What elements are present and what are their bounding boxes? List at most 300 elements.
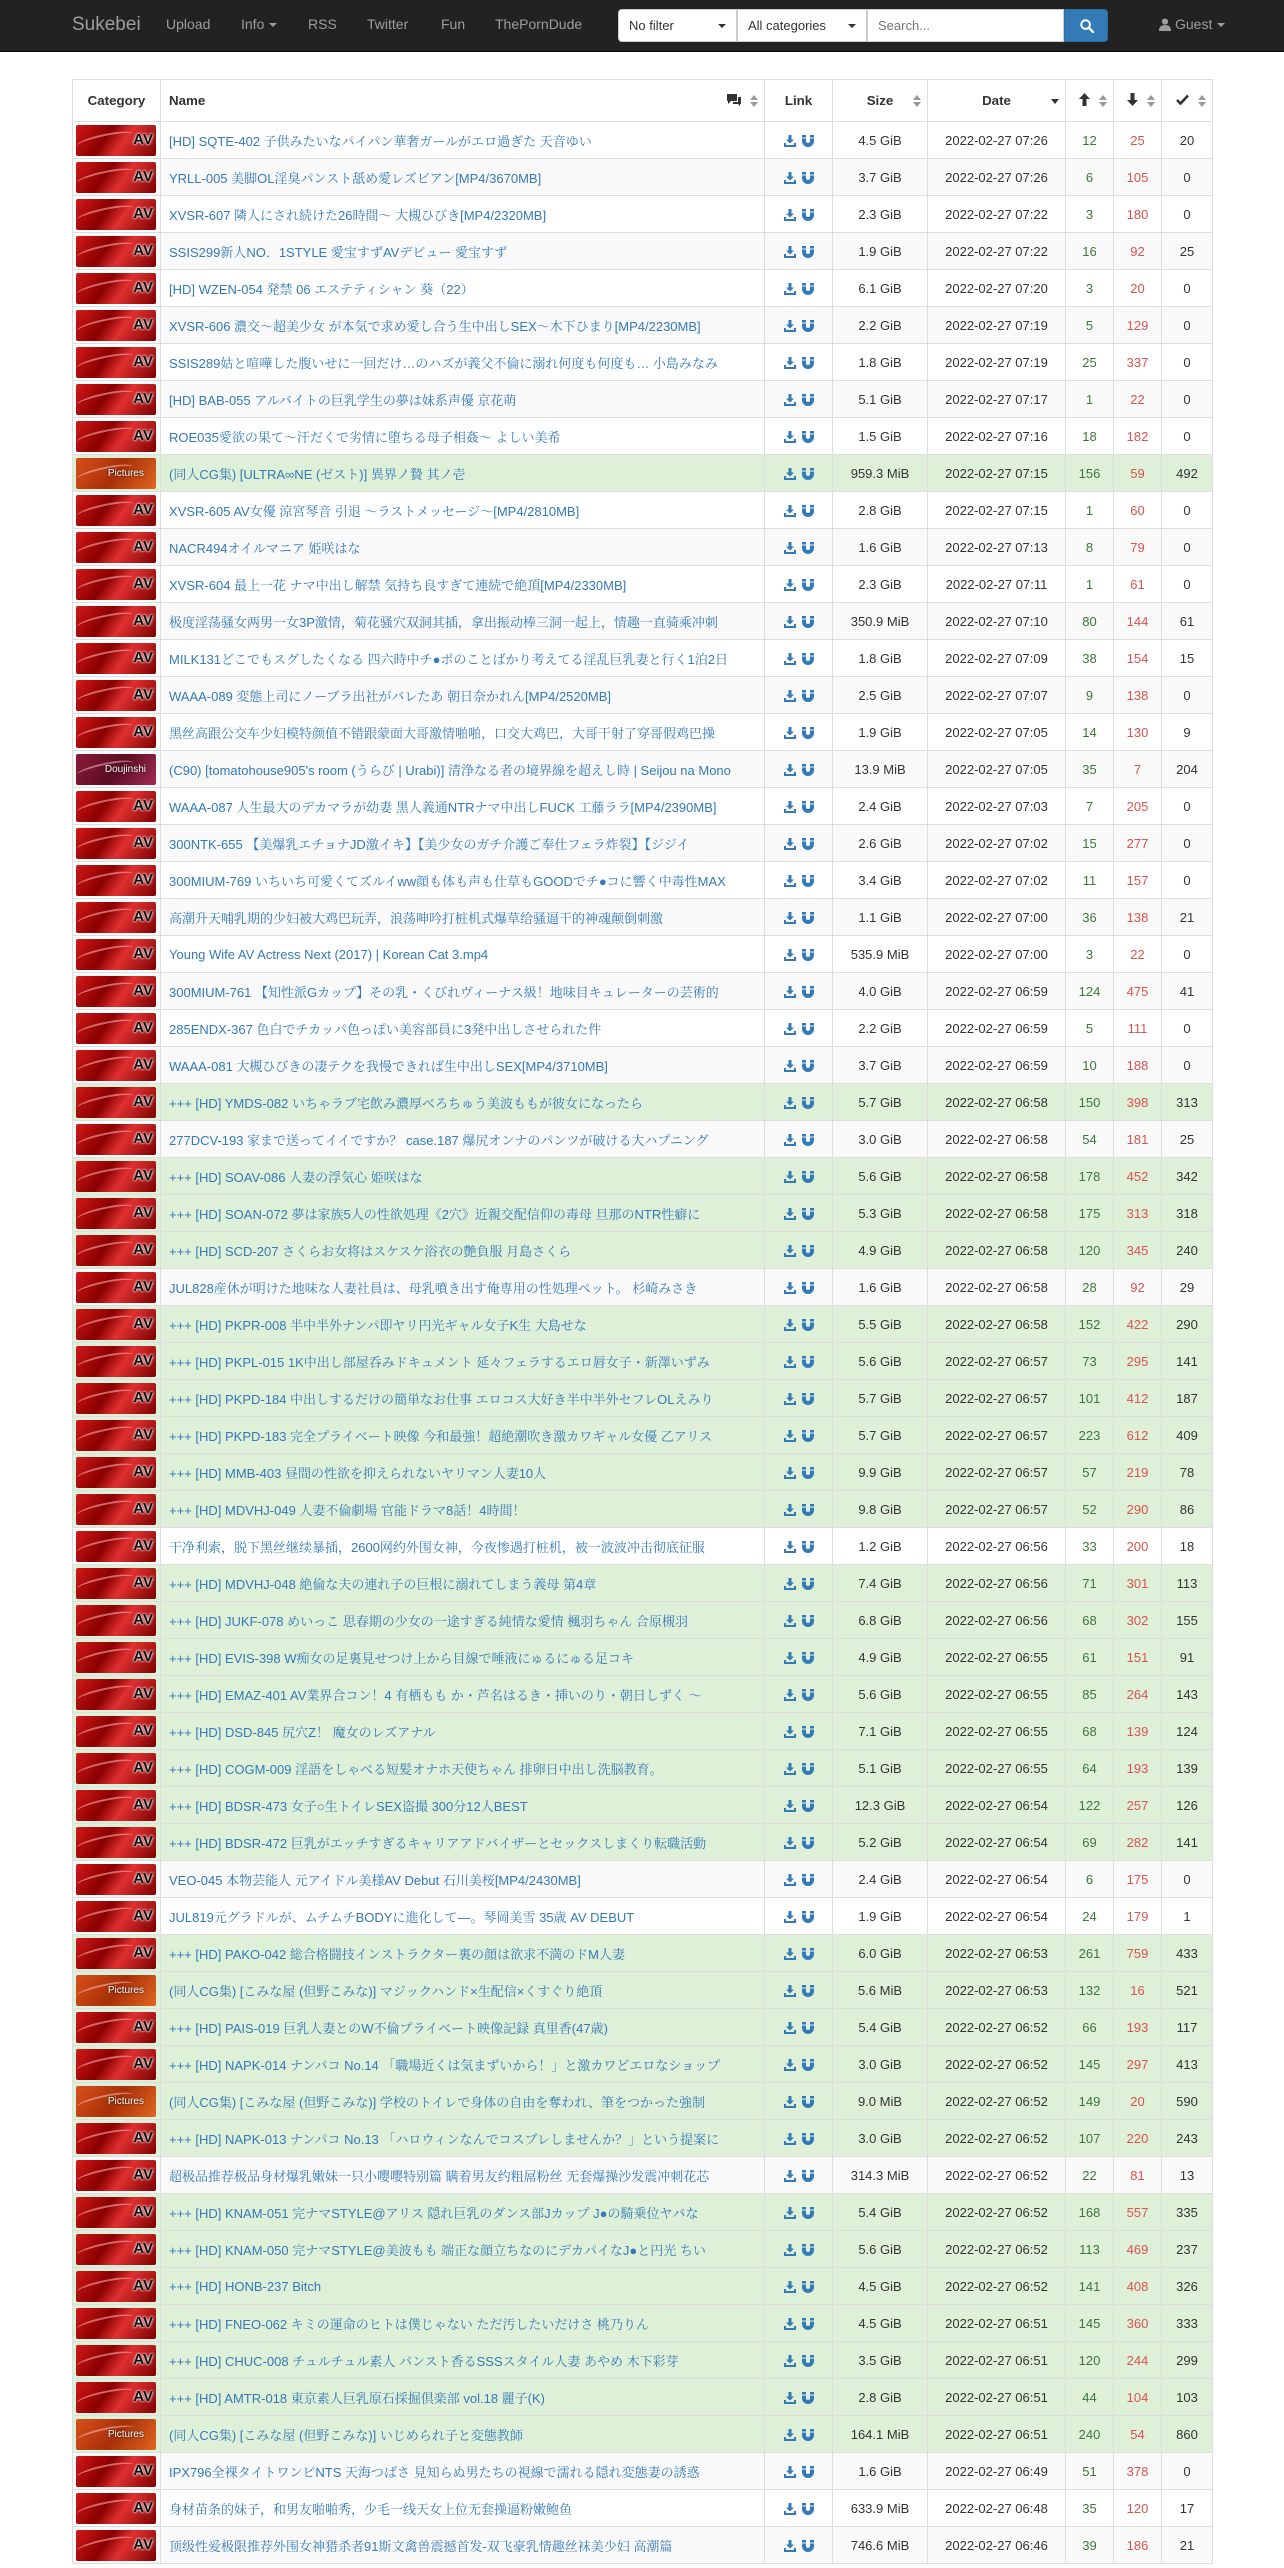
badge-swirl [76, 276, 135, 300]
magnet-icon[interactable] [802, 1689, 814, 1701]
download-icon[interactable] [784, 1911, 796, 1923]
download-icon[interactable] [784, 1763, 796, 1775]
download-icon[interactable] [784, 246, 796, 258]
category-badge[interactable] [76, 939, 156, 970]
torrent-name-link[interactable]: +++ [HD] MMB-403 昼間の性欲を抑えられないヤリマン人妻10人 [161, 1454, 765, 1491]
torrent-name-link[interactable]: (同人CG集) [ULTRA∞NE (ゼスト)] 異界ノ贄 其ノ壱 [161, 455, 765, 492]
torrent-name-link[interactable]: +++ [HD] DSD-845 尻穴Z！ 魔女のレズアナル [161, 1713, 765, 1750]
download-icon[interactable] [784, 2133, 796, 2145]
download-icon[interactable] [784, 912, 796, 924]
sort-icon[interactable] [1147, 95, 1155, 107]
date-cell: 2022-02-27 06:57 [928, 1417, 1066, 1454]
torrent-name-link[interactable]: +++ [HD] FNEO-062 キミの運命のヒトは僕じゃない ただ汚したいだけさ 桃乃りん [161, 2305, 765, 2342]
download-icon[interactable] [784, 1097, 796, 1109]
category-badge[interactable] [76, 865, 156, 896]
torrent-name-link[interactable]: +++ [HD] NAPK-013 ナンパコ No.13 「ハロウィンなんでコスプレしませんか？」という提案に [161, 2120, 765, 2157]
download-icon[interactable] [784, 1948, 796, 1960]
category-badge[interactable] [76, 902, 156, 933]
category-badge[interactable] [76, 2049, 156, 2080]
download-icon[interactable] [784, 2059, 796, 2071]
download-icon[interactable] [784, 1208, 796, 1220]
category-badge[interactable] [76, 1864, 156, 1895]
download-icon[interactable] [784, 1726, 796, 1738]
torrent-name-link[interactable]: +++ [HD] BDSR-472 巨乳がエッチすぎるキャリアアドバイザーとセックスしまくり転職活動 [161, 1824, 765, 1861]
magnet-icon[interactable] [802, 1652, 814, 1664]
nav-twitter[interactable]: Twitter [367, 16, 409, 32]
category-badge[interactable] [76, 2493, 156, 2524]
torrent-name-link[interactable]: IPX796全裸タイトワンピNTS 天海つばさ 見知らぬ男たちの視線で濡れる隠れ変態妻の誘惑 [161, 2453, 765, 2490]
category-badge[interactable] [76, 199, 156, 230]
magnet-icon[interactable] [802, 2392, 814, 2404]
category-badge[interactable] [76, 2530, 156, 2561]
category-badge[interactable] [76, 2456, 156, 2487]
category-badge[interactable] [76, 1457, 156, 1488]
download-icon[interactable] [784, 1874, 796, 1886]
torrent-name-link[interactable]: 300MIUM-769 いちいち可愛くてズルイww顔も体も声も仕草もGOODでチ●コに響く中毒性MAX [161, 862, 765, 899]
magnet-icon[interactable] [802, 1467, 814, 1479]
download-icon[interactable] [784, 1060, 796, 1072]
torrent-name-link[interactable]: 300NTK-655 【美爆乳エチョナJD激イキ】【美少女のガチ介護ご奉仕フェラ炸裂】【ジジイ [161, 825, 765, 862]
category-badge[interactable] [76, 1938, 156, 1969]
download-icon[interactable] [784, 1171, 796, 1183]
search-input[interactable] [867, 9, 1064, 42]
torrent-name-link[interactable]: +++ [HD] PAIS-019 巨乳人妻とのW不倫プライベート映像記録 真里香(47歳) [161, 2009, 765, 2046]
magnet-icon[interactable] [802, 1356, 814, 1368]
magnet-icon[interactable] [802, 2466, 814, 2478]
torrent-name-link[interactable]: (同人CG集) [こみな屋 (但野こみな)] いじめられ子と変態教師 [161, 2416, 765, 2453]
magnet-icon[interactable] [802, 1837, 814, 1849]
download-icon[interactable] [784, 1245, 796, 1257]
category-badge[interactable] [76, 458, 156, 489]
magnet-icon[interactable] [802, 2059, 814, 2071]
completed-cell: 0 [1162, 344, 1213, 381]
magnet-icon[interactable] [802, 949, 814, 961]
download-icon[interactable] [784, 690, 796, 702]
magnet-icon[interactable] [802, 1541, 814, 1553]
download-icon[interactable] [784, 172, 796, 184]
header-name[interactable] [161, 80, 765, 122]
category-badge[interactable] [76, 2419, 156, 2450]
torrent-name-link[interactable]: +++ [HD] YMDS-082 いちゃラブ宅飲み濃厚べろちゅう美波ももが彼女になったら [161, 1084, 765, 1121]
category-badge[interactable] [76, 1605, 156, 1636]
category-badge[interactable] [76, 125, 156, 156]
download-icon[interactable] [784, 542, 796, 554]
category-badge[interactable] [76, 347, 156, 378]
download-icon[interactable] [784, 1689, 796, 1701]
category-badge[interactable] [76, 2271, 156, 2302]
torrent-name-link[interactable]: 285ENDX-367 色白でチカッパ色っぽい美容部員に3発中出しさせられた件 [161, 1010, 765, 1047]
download-icon[interactable] [784, 2281, 796, 2293]
magnet-icon[interactable] [802, 209, 814, 221]
magnet-icon[interactable] [802, 1985, 814, 1997]
category-badge[interactable] [76, 273, 156, 304]
magnet-icon[interactable] [802, 1874, 814, 1886]
date-cell: 2022-02-27 07:02 [928, 862, 1066, 899]
magnet-icon[interactable] [802, 1504, 814, 1516]
torrent-name-link[interactable]: (C90) [tomatohouse905's room (うらび | Urabi)] 清浄なる者の境界線を超えし時 | Seijou na Mono [161, 751, 765, 788]
torrent-name-link[interactable]: +++ [HD] BDSR-473 女子○生トイレSEX盗撮 300分12人BEST [161, 1787, 765, 1824]
category-badge[interactable] [76, 2345, 156, 2376]
magnet-icon[interactable] [802, 579, 814, 591]
torrent-name-link[interactable]: +++ [HD] EMAZ-401 AV業界合コン！4 有栖もも か・芦名はるき・挿いのり・朝日しずく ～ [161, 1676, 765, 1713]
magnet-icon[interactable] [802, 283, 814, 295]
magnet-icon[interactable] [802, 2022, 814, 2034]
torrent-name-link[interactable]: Young Wife AV Actress Next (2017) | Korean Cat 3.mp4 [161, 936, 765, 973]
category-badge[interactable] [76, 2012, 156, 2043]
magnet-icon[interactable] [802, 986, 814, 998]
magnet-icon[interactable] [802, 1282, 814, 1294]
torrent-name-link[interactable]: SSIS289姑と喧嘩した腹いせに一回だけ…のハズが義父不倫に溺れ何度も何度も… 小島みなみ [161, 344, 765, 381]
download-icon[interactable] [784, 2244, 796, 2256]
category-badge[interactable] [76, 236, 156, 267]
torrent-name-link[interactable]: +++ [HD] SOAV-086 人妻の浮気心 姫咲はな [161, 1158, 765, 1195]
download-icon[interactable] [784, 616, 796, 628]
download-icon[interactable] [784, 2096, 796, 2108]
torrent-name-link[interactable]: XVSR-605 AV女優 涼宮琴音 引退 ～ラストメッセージ～[MP4/2810MB] [161, 492, 765, 529]
magnet-icon[interactable] [802, 1726, 814, 1738]
torrent-name-link[interactable]: SSIS299新人NO．1STYLE 愛宝すずAVデビュー 愛宝すず [161, 233, 765, 270]
torrent-name-link[interactable]: XVSR-604 最上一花 ナマ中出し解禁 気持ち良すぎて連続で絶頂[MP4/2330MB] [161, 566, 765, 603]
nav-upload[interactable]: Upload [166, 16, 211, 32]
category-badge[interactable] [76, 1272, 156, 1303]
header-leechers[interactable] [1114, 80, 1162, 122]
torrent-name-link[interactable]: ROE035愛欲の果て～汗だくで劣情に堕ちる母子相姦～ よしい美希 [161, 418, 765, 455]
category-badge[interactable] [76, 828, 156, 859]
category-badge[interactable] [76, 1124, 156, 1155]
magnet-icon[interactable] [802, 2503, 814, 2515]
magnet-icon[interactable] [802, 1615, 814, 1627]
download-icon[interactable] [784, 431, 796, 443]
torrent-name-link[interactable]: +++ [HD] COGM-009 淫語をしゃべる短髪オナホ天使ちゃん 排卵日中出し洗脳教育。 [161, 1750, 765, 1787]
download-icon[interactable] [784, 2429, 796, 2441]
torrent-name-link[interactable]: +++ [HD] PKPD-184 中出しするだけの簡単なお仕事 エロコス大好き半中半外セフレOLえみり [161, 1380, 765, 1417]
category-badge[interactable] [76, 1420, 156, 1451]
download-icon[interactable] [784, 1134, 796, 1146]
magnet-icon[interactable] [802, 653, 814, 665]
magnet-icon[interactable] [802, 172, 814, 184]
category-badge[interactable] [76, 606, 156, 637]
torrent-name-link[interactable]: 超极品推荐极品身材爆乳嫩妹一只小嘤嘤特别篇 瞒着男友约粗屌粉丝 无套爆操沙发震冲刺花芯 [161, 2157, 765, 2194]
category-select[interactable] [737, 9, 867, 42]
download-icon[interactable] [784, 468, 796, 480]
category-badge[interactable] [76, 1050, 156, 1081]
torrent-name-link[interactable]: JUL828産休が明けた地味な人妻社員は、母乳噴き出す俺専用の性処理ペット。 杉崎みさき [161, 1269, 765, 1306]
torrent-name-link[interactable]: XVSR-607 隣人にされ続けた26時間～ 大槻ひびき[MP4/2320MB] [161, 196, 765, 233]
download-icon[interactable] [784, 505, 796, 517]
download-icon[interactable] [784, 1393, 796, 1405]
download-icon[interactable] [784, 1800, 796, 1812]
category-badge[interactable] [76, 680, 156, 711]
category-badge[interactable] [76, 569, 156, 600]
torrent-name-link[interactable]: +++ [HD] AMTR-018 東京素人巨乳原石採掘倶楽部 vol.18 麗子(K) [161, 2379, 765, 2416]
header-size[interactable] [833, 80, 928, 122]
category-badge[interactable] [76, 1975, 156, 2006]
magnet-icon[interactable] [802, 727, 814, 739]
category-badge[interactable] [76, 1087, 156, 1118]
magnet-icon[interactable] [802, 431, 814, 443]
torrent-name-link[interactable]: WAAA-089 変態上司にノーブラ出社がバレたあ 朝日奈かれん[MP4/2520MB] [161, 677, 765, 714]
download-icon[interactable] [784, 764, 796, 776]
category-badge[interactable] [76, 1161, 156, 1192]
magnet-icon[interactable] [802, 1171, 814, 1183]
header-date[interactable] [928, 80, 1066, 122]
category-badge[interactable] [76, 384, 156, 415]
download-icon[interactable] [784, 875, 796, 887]
torrent-name-link[interactable]: 身材苗条的妹子，和男友啪啪秀，少毛一线天女上位无套操逼粉嫩鲍鱼 [161, 2490, 765, 2527]
magnet-icon[interactable] [802, 1134, 814, 1146]
magnet-icon[interactable] [802, 2429, 814, 2441]
torrent-name-link[interactable]: MILK131どこでもスグしたくなる 四六時中チ●ポのことばかり考えてる淫乱巨乳妻と行く1泊2日 [161, 640, 765, 677]
nav-info[interactable] [241, 16, 277, 32]
magnet-icon[interactable] [802, 2318, 814, 2330]
nav-rss[interactable]: RSS [308, 16, 337, 32]
magnet-icon[interactable] [802, 1911, 814, 1923]
magnet-icon[interactable] [802, 2170, 814, 2182]
category-badge[interactable] [76, 1642, 156, 1673]
download-icon[interactable] [784, 2355, 796, 2367]
size-cell: 5.4 GiB [833, 2194, 928, 2231]
torrent-name-link[interactable]: 黑丝高跟公交车少妇模特颜值不错跟蒙面大哥激情啪啪，口交大鸡巴，大哥干射了穿哥假鸡巴操 [161, 714, 765, 751]
magnet-icon[interactable] [802, 135, 814, 147]
magnet-icon[interactable] [802, 542, 814, 554]
magnet-icon[interactable] [802, 1800, 814, 1812]
torrent-name-link[interactable]: [HD] BAB-055 アルバイトの巨乳学生の夢は妹系声優 京花萌 [161, 381, 765, 418]
header-seeders[interactable] [1066, 80, 1114, 122]
category-badge[interactable] [76, 976, 156, 1007]
category-badge[interactable] [76, 1198, 156, 1229]
download-icon[interactable] [784, 320, 796, 332]
torrent-name-link[interactable]: +++ [HD] JUKF-078 めいっこ 思春期の少女の一途すぎる純情な愛情 楓羽ちゃん 合原槻羽 [161, 1602, 765, 1639]
magnet-icon[interactable] [802, 1578, 814, 1590]
torrent-name-link[interactable]: +++ [HD] CHUC-008 チュルチュル素人 パンスト香るSSSスタイル人妻 あやめ 木下彩芽 [161, 2342, 765, 2379]
category-badge[interactable] [76, 754, 156, 785]
download-icon[interactable] [784, 838, 796, 850]
category-badge[interactable] [76, 1679, 156, 1710]
torrent-name-link[interactable]: 300MIUM-761 【知性派Gカップ】その乳・くびれヴィーナス級！地味目キュレーターの芸術的 [161, 973, 765, 1010]
category-cell [73, 233, 161, 270]
magnet-icon[interactable] [802, 1208, 814, 1220]
download-icon[interactable] [784, 1282, 796, 1294]
category-badge[interactable] [76, 1753, 156, 1784]
category-badge[interactable] [76, 1901, 156, 1932]
category-badge[interactable] [76, 1309, 156, 1340]
magnet-icon[interactable] [802, 357, 814, 369]
magnet-icon[interactable] [802, 468, 814, 480]
download-icon[interactable] [784, 394, 796, 406]
sort-icon[interactable] [913, 95, 921, 107]
category-badge[interactable] [76, 1013, 156, 1044]
comments-icon[interactable] [726, 93, 742, 107]
torrent-name-link[interactable]: +++ [HD] PKPD-183 完全プライベート映像 今和最強！超絶潮吹き激カワギャル女優 乙アリス [161, 1417, 765, 1454]
magnet-icon[interactable] [802, 394, 814, 406]
magnet-icon[interactable] [802, 2540, 814, 2552]
category-badge[interactable] [76, 1716, 156, 1747]
torrent-name-link[interactable]: NACR494オイルマニア 姫咲はな [161, 529, 765, 566]
torrent-name-link[interactable]: +++ [HD] SOAN-072 夢は家族5人の性欲処理《2穴》近親交配信仰の毒母 旦那のNTR性癖に [161, 1195, 765, 1232]
download-icon[interactable] [784, 579, 796, 591]
sort-icon[interactable] [750, 95, 758, 107]
category-badge[interactable] [76, 643, 156, 674]
download-icon[interactable] [784, 801, 796, 813]
download-icon[interactable] [784, 1837, 796, 1849]
torrent-name-link[interactable]: +++ [HD] NAPK-014 ナンパコ No.14 「職場近くは気まずいから！」と激カワどエロなショップ [161, 2046, 765, 2083]
torrent-name-link[interactable]: +++ [HD] PAKO-042 総合格闘技インストラクター裏の顔は欲求不満のドM人妻 [161, 1935, 765, 1972]
download-icon[interactable] [784, 2318, 796, 2330]
download-icon[interactable] [784, 1467, 796, 1479]
magnet-icon[interactable] [802, 1245, 814, 1257]
download-icon[interactable] [784, 2022, 796, 2034]
torrent-name-link[interactable]: 顶级性爱极限推荐外围女神猎杀者91斯文禽兽震撼首发-双飞豪乳情趣丝袜美少妇 高潮篇 [161, 2527, 765, 2564]
download-icon[interactable] [784, 653, 796, 665]
download-icon[interactable] [784, 1578, 796, 1590]
magnet-icon[interactable] [802, 875, 814, 887]
torrent-name-link[interactable]: (同人CG集) [こみな屋 (但野こみな)] 学校のトイレで身体の自由を奪われ、筆をつかった強制 [161, 2083, 765, 2120]
torrent-name-link[interactable]: +++ [HD] EVIS-398 W痴女の足裏見せつけ上から目線で唾液にゅるにゅる足コキ [161, 1639, 765, 1676]
torrent-name-link[interactable]: +++ [HD] MDVHJ-049 人妻不倫劇場 官能ドラマ8話！4時間！ [161, 1491, 765, 1528]
magnet-icon[interactable] [802, 246, 814, 258]
magnet-icon[interactable] [802, 1023, 814, 1035]
torrent-name-link[interactable]: VEO-045 本物芸能人 元アイドル美様AV Debut 石川美桜[MP4/2430MB] [161, 1861, 765, 1898]
download-icon[interactable] [784, 135, 796, 147]
search-button[interactable] [1064, 9, 1108, 42]
torrent-name-link[interactable]: (同人CG集) [こみな屋 (但野こみな)] マジックハンド×生配信×くすぐり絶頂 [161, 1972, 765, 2009]
torrent-name-link[interactable]: 277DCV-193 家まで送ってイイですか？ case.187 爆尻オンナのパンツが破ける大ハプニング [161, 1121, 765, 1158]
category-badge[interactable] [76, 1790, 156, 1821]
torrent-name-link[interactable]: +++ [HD] HONB-237 Bitch [161, 2268, 765, 2305]
download-icon[interactable] [784, 1319, 796, 1331]
download-icon[interactable] [784, 283, 796, 295]
category-badge[interactable] [76, 1568, 156, 1599]
header-completed[interactable] [1162, 80, 1213, 122]
magnet-icon[interactable] [802, 2096, 814, 2108]
magnet-icon[interactable] [802, 1430, 814, 1442]
category-badge[interactable] [76, 2234, 156, 2265]
download-icon[interactable] [784, 1652, 796, 1664]
category-badge[interactable] [76, 495, 156, 526]
nav-theporndude[interactable]: ThePornDude [495, 16, 583, 32]
magnet-icon[interactable] [802, 764, 814, 776]
torrent-name-link[interactable]: WAAA-081 大槻ひびきの凄テクを我慢できれば生中出しSEX[MP4/3710MB] [161, 1047, 765, 1084]
category-badge[interactable] [76, 532, 156, 563]
category-badge[interactable] [76, 2123, 156, 2154]
torrent-name-link[interactable]: [HD] SQTE-402 子供みたいなパイパン華奢ガールがエロ過ぎた 天音ゆい [161, 122, 765, 159]
category-badge[interactable] [76, 2382, 156, 2413]
download-icon[interactable] [784, 2207, 796, 2219]
magnet-icon[interactable] [802, 320, 814, 332]
table-row [73, 1084, 1213, 1121]
category-badge[interactable] [76, 421, 156, 452]
download-icon[interactable] [784, 1985, 796, 1997]
download-icon[interactable] [784, 2392, 796, 2404]
category-badge[interactable] [76, 791, 156, 822]
download-icon[interactable] [784, 949, 796, 961]
magnet-icon[interactable] [802, 1097, 814, 1109]
category-badge[interactable] [76, 162, 156, 193]
magnet-icon[interactable] [802, 1948, 814, 1960]
sort-icon[interactable] [1099, 95, 1107, 107]
torrent-name-link[interactable]: 高潮升天哺乳期的少妇被大鸡巴玩弄，浪荡呻吟打桩机式爆草给骚逼干的神魂颠倒刺激 [161, 899, 765, 936]
magnet-icon[interactable] [802, 616, 814, 628]
download-icon[interactable] [784, 1430, 796, 1442]
category-badge[interactable] [76, 1494, 156, 1525]
download-icon[interactable] [784, 2503, 796, 2515]
category-badge[interactable] [76, 717, 156, 748]
torrent-name-link[interactable]: +++ [HD] SCD-207 さくらお女将はスケスケ浴衣の艶負服 月島さくら [161, 1232, 765, 1269]
torrent-name-link[interactable]: [HD] WZEN-054 発禁 06 エステティシャン 葵（22） [161, 270, 765, 307]
torrent-name-link[interactable]: +++ [HD] PKPL-015 1K中出し部屋呑みドキュメント 延々フェラするエロ唇女子・新澤いずみ [161, 1343, 765, 1380]
download-icon[interactable] [784, 1615, 796, 1627]
completed-cell: 0 [1162, 1861, 1213, 1898]
download-icon[interactable] [784, 209, 796, 221]
sort-icon[interactable] [1198, 95, 1206, 107]
category-badge[interactable] [76, 2160, 156, 2191]
user-menu[interactable] [1159, 16, 1225, 32]
magnet-icon[interactable] [802, 1763, 814, 1775]
torrent-name-link[interactable]: XVSR-606 濃交～超美少女 が本気で求め愛し合う生中出しSEX～木下ひまり[MP4/2230MB] [161, 307, 765, 344]
category-badge[interactable] [76, 1531, 156, 1562]
magnet-icon[interactable] [802, 2281, 814, 2293]
magnet-icon[interactable] [802, 505, 814, 517]
torrent-name-link[interactable]: 干净利索，脱下黑丝继续暴插，2600网约外围女神，今夜惨遇打桩机，被一波波冲击彻底征服 [161, 1528, 765, 1565]
category-badge[interactable] [76, 1346, 156, 1377]
magnet-icon[interactable] [802, 2133, 814, 2145]
download-icon[interactable] [784, 2540, 796, 2552]
magnet-icon[interactable] [802, 2355, 814, 2367]
nav-fun[interactable]: Fun [441, 16, 466, 32]
torrent-name-link[interactable]: WAAA-087 人生最大のデカマラが幼妻 黒人義通NTRナマ中出しFUCK 工藤ララ[MP4/2390MB] [161, 788, 765, 825]
magnet-icon[interactable] [802, 2207, 814, 2219]
download-icon[interactable] [784, 1541, 796, 1553]
torrent-name-link[interactable]: 极度淫荡骚女两男一女3P激情，菊花骚穴双洞其插，拿出振动棒三洞一起上，情趣一直骑乘冲刺 [161, 603, 765, 640]
sort-desc-icon[interactable] [1051, 95, 1059, 107]
download-icon[interactable] [784, 357, 796, 369]
seeders-cell: 101 [1066, 1380, 1114, 1417]
filter-select[interactable] [618, 9, 737, 42]
torrent-name-link[interactable]: +++ [HD] KNAM-051 完ナマSTYLE@アリス 隠れ巨乳のダンス部Jカップ J●の騎乗位ヤバな [161, 2194, 765, 2231]
brand-logo[interactable]: Sukebei [72, 14, 141, 35]
size-cell: 1.6 GiB [833, 2453, 928, 2490]
download-icon[interactable] [784, 1504, 796, 1516]
category-badge[interactable] [76, 2086, 156, 2117]
size-cell: 4.0 GiB [833, 973, 928, 1010]
magnet-icon[interactable] [802, 912, 814, 924]
magnet-icon[interactable] [802, 1319, 814, 1331]
torrent-name-link[interactable]: +++ [HD] MDVHJ-048 絶倫な夫の連れ子の巨根に溺れてしまう義母 第4章 [161, 1565, 765, 1602]
category-badge[interactable] [76, 1235, 156, 1266]
category-badge[interactable] [76, 310, 156, 341]
torrent-name-link[interactable]: YRLL-005 美脚OL淫臭パンスト舐め愛レズビアン[MP4/3670MB] [161, 159, 765, 196]
magnet-icon[interactable] [802, 2244, 814, 2256]
torrent-name-link[interactable]: +++ [HD] PKPR-008 半中半外ナンパ即ヤリ円光ギャル女子K生 大島せな [161, 1306, 765, 1343]
magnet-icon[interactable] [802, 1060, 814, 1072]
download-icon[interactable] [784, 986, 796, 998]
download-icon[interactable] [784, 727, 796, 739]
download-icon[interactable] [784, 2466, 796, 2478]
magnet-icon[interactable] [802, 801, 814, 813]
magnet-icon[interactable] [802, 690, 814, 702]
category-badge[interactable] [76, 2308, 156, 2339]
magnet-icon[interactable] [802, 838, 814, 850]
torrent-name-link[interactable]: JUL819元グラドルが、ムチムチBODYに進化して—。琴岡美雪 35歳 AV DEBUT [161, 1898, 765, 1935]
download-icon[interactable] [784, 2170, 796, 2182]
download-icon[interactable] [784, 1356, 796, 1368]
category-badge[interactable] [76, 1827, 156, 1858]
magnet-icon[interactable] [802, 1393, 814, 1405]
category-badge[interactable] [76, 2197, 156, 2228]
torrent-name-link[interactable]: +++ [HD] KNAM-050 完ナマSTYLE@美波もも 端正な顔立ちなのにデカパイなJ●と円光 ちい [161, 2231, 765, 2268]
download-icon[interactable] [784, 1023, 796, 1035]
category-badge[interactable] [76, 1383, 156, 1414]
